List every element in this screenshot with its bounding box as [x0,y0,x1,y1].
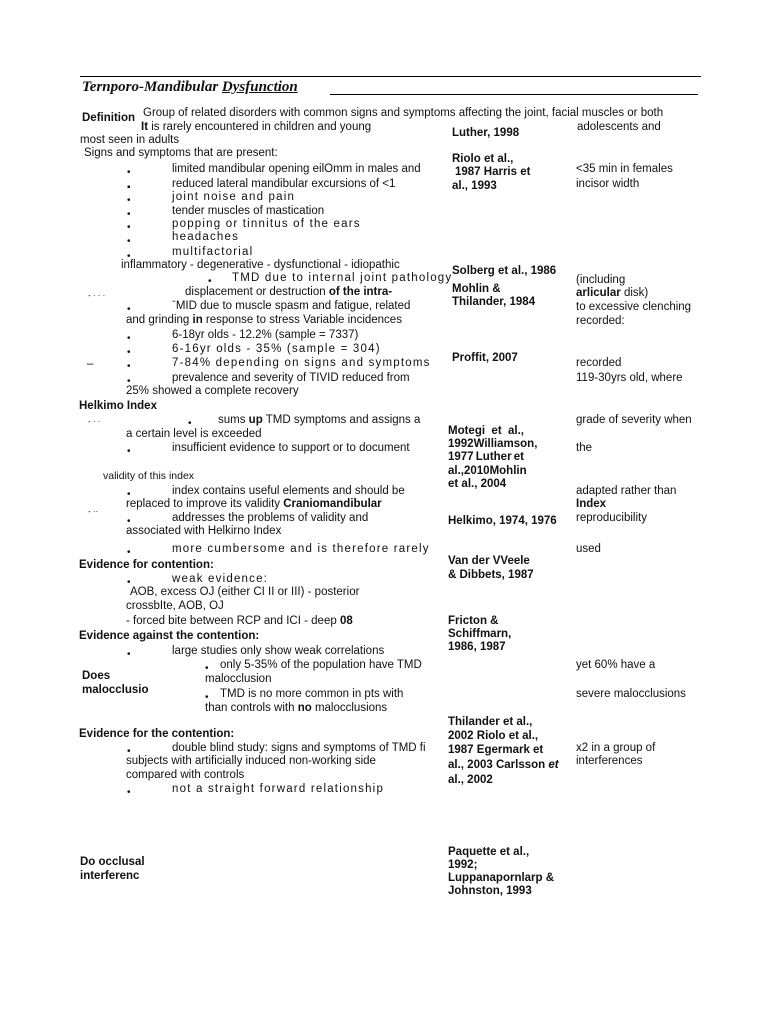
title-prefix: Ternporo-Mandibular [82,79,222,95]
margin-mark: - ·· [88,507,99,516]
ref-thilander-text: al., 2003 Carlsson [448,759,549,771]
ref-thilander-5: al., 2002 [448,774,493,786]
forced-bite-text: - forced bite between RCP and ICI - deep [126,615,340,627]
only-535: only 5-35% of the population have TMD [220,659,422,671]
useful-elements: index contains useful elements and should be [172,485,405,497]
page-title [82,80,298,95]
bullet: • [127,195,131,206]
grinding-text: and grinding [126,314,193,326]
margin-mark: - · · · [88,291,106,300]
crossbite-line: crossbIte, AOB, OJ [126,600,224,612]
bullet: • [127,446,131,457]
ref-vanderweele-2: & Dibbets, 1987 [448,569,534,581]
validity-line: validity of this index [103,470,195,482]
definition-label: Definition [82,112,136,124]
bullet: • [127,746,131,757]
bullet: • [205,663,209,674]
sums-pre: sums [218,414,249,426]
bullet: • [127,361,131,372]
ref-motegi-2 [448,438,538,451]
incidence-recovery: 25% showed a complete recovery [126,385,299,397]
double-blind: double blind study: signs and symptoms of TMD fi [172,742,426,754]
sums-line [218,415,420,427]
evidence-for-heading: Evidence for contention: [79,559,214,571]
displacement-text: displacement or destruction [185,286,329,298]
right-arlicular [576,288,648,300]
bullet: • [127,347,131,358]
addresses-line: addresses the problems of validity and [172,512,369,524]
ref-motegi-3 [448,451,524,464]
sums-line-2: a certain level is exceeded [126,428,262,440]
displacement-line [185,287,392,299]
compared-line: compared with controls [126,769,245,781]
bullet: • [127,333,131,344]
displacement-bold: of the intra- [328,286,393,298]
title-main: Dysfunction [221,79,298,95]
bullet: • [127,376,131,387]
right-yrs: 119-30yrs old, where [576,372,683,384]
bullet: • [127,251,131,262]
associated-line: associated with Helkirno Index [126,525,282,537]
right-interferences: interferences [576,755,643,767]
ref-motegi-1 [448,425,524,438]
signs-intro: Signs and symptoms that are present: [84,147,278,159]
incidence-item: prevalence and severity of TIVID reduced from [172,372,410,384]
definition-line-2 [141,122,371,134]
incidence-item: 6-16yr olds - 35% (sample = 304) [172,343,381,355]
insufficient-evidence: insufficient evidence to support or to document [172,442,410,454]
ref-fricton-2: Schiffmarn, [448,628,512,640]
right-yet60: yet 60% have a [576,659,656,671]
ref-helkimo: Helkimo, 1974, 1976 [448,515,557,527]
ref-riolo-2: 1987 Harris et [455,166,531,178]
right-incisor: incisor width [576,178,640,190]
incidence-item: 7-84% depending on signs and symptoms [172,357,431,369]
bullet: • [127,304,131,315]
sign-item: headaches [172,231,240,243]
cumbersome-line: more cumbersome and is therefore rarely [172,543,430,555]
interferenc-label: interferenc [80,870,140,882]
than-controls-no: no [297,702,312,714]
than-controls-rest: malocclusions [311,702,388,714]
not-straight: not a straight forward relationship [172,783,385,795]
bullet: • [188,418,192,429]
sums-rest: TMD symptoms and assigns a [262,414,421,426]
sign-item: popping or tinnitus of the ears [172,218,361,230]
sign-item: joint noise and pain [172,191,296,203]
sums-up: up [248,414,263,426]
ref-motegi-5: et al., 2004 [448,478,507,490]
ref-word: et [491,425,502,437]
grinding-bold: in [192,314,203,326]
grinding-rest: response to stress Variable incidences [202,314,402,326]
tmd-internal: TMD due to internal joint pathology [232,272,453,284]
ref-paquette-4: Johnston, 1993 [448,885,532,897]
title-top-rule [80,76,701,77]
right-adolescents: adolescents and [577,121,661,133]
margin-mark: – [87,358,94,370]
right-recorded-1: recorded: [576,315,625,327]
ref-mohlin-1: Mohlin & [452,283,501,295]
definition-it: It [141,121,149,133]
ref-vanderweele-1: Van der VVeele [448,555,530,567]
definition-line-2-text: is rarely encountered in children and young [148,121,372,133]
ref-thilander-et: et [548,759,559,771]
replaced-line [126,499,382,511]
evidence-for-heading-2: Evidence for the contention: [79,728,235,740]
sign-item: limited mandibular opening eilOmm in males and [172,163,421,175]
ref-mohlin-2: Thilander, 1984 [452,296,536,308]
ref-paquette-3: Luppanapornlarp & [448,872,555,884]
ref-word: 2010 [463,465,490,477]
title-underline [330,94,698,95]
does-label: Does [82,670,111,682]
right-grade: grade of severity when [576,414,692,426]
ref-paquette-1: Paquette et al., [448,846,530,858]
bullet: • [127,167,131,178]
right-used: used [576,543,601,555]
ref-thilander-4 [448,759,559,772]
right-clenching: to excessive clenching [576,301,692,313]
ref-word: et [513,451,524,463]
bullet: • [127,236,131,247]
right-recorded-2: recorded [576,357,622,369]
grinding-line [126,315,402,327]
ref-fricton-3: 1986, 1987 [448,641,506,653]
right-severe: severe malocclusions [576,688,686,700]
do-occlusal-label: Do occlusal [80,856,145,868]
right-index: Index [576,498,607,510]
helkimo-heading: Helkimo Index [79,400,157,412]
sign-item: reduced lateral mandibular excursions of <1 [172,178,396,190]
malocclusion-line: malocclusion [205,673,272,685]
definition-line-1: Group of related disorders with common signs and symptoms affecting the joint, facial muscles or both [143,107,664,119]
bullet: • [127,547,131,558]
bullet: • [127,516,131,527]
bullet: ▪ [127,182,131,193]
right-females: <35 min in females [576,163,673,175]
ref-motegi-4 [448,465,527,478]
ref-proffit: Proffit, 2007 [452,352,518,364]
ref-word: 1992 [448,438,474,450]
bullet: • [205,692,209,703]
aob-line: AOB, excess OJ (either CI II or III) - posterior [130,586,360,598]
weak-evidence: weak evidence: [172,573,269,585]
incidence-item: 6-18yr olds - 12.2% (sample = 7337) [172,329,359,341]
replaced-text: replaced to improve its validity [126,498,284,510]
inflammatory-line: inflammatory - degenerative - dysfunctional - idiopathic [121,259,400,271]
than-controls-text: than controls with [205,702,298,714]
tmid-spasm: ˉMID due to muscle spasm and fatigue, related [172,300,411,312]
ref-word: Motegi [448,425,486,437]
ref-word: al., [448,465,464,477]
evidence-against-heading: Evidence against the contention: [79,630,260,642]
tmd-no-more: TMD is no more common in pts with [220,688,404,700]
ref-word: Williamson, [473,438,538,450]
bullet: • [127,577,131,588]
ref-word: Luther [475,451,512,463]
ref-riolo-1: Riolo et al., [452,153,514,165]
sign-item: tender muscles of mastication [172,205,325,217]
definition-line-3: most seen in adults [80,134,180,146]
malocclusio-label: malocclusio [82,684,149,696]
right-the: the [576,442,592,454]
ref-thilander-1: Thilander et al., [448,716,533,728]
right-x2: x2 in a group of [576,742,656,754]
subjects-line: subjects with artificially induced non-working side [126,755,376,767]
bullet: • [127,222,131,233]
margin-mark: - · · [88,417,101,426]
right-including: (including [576,274,626,286]
bullet: • [127,787,131,798]
forced-bite-line [126,616,353,628]
ref-luther: Luther, 1998 [452,127,520,139]
ref-thilander-3: 1987 Egermark et [448,744,544,756]
right-arlicular-bold: arlicular [576,287,621,299]
ref-riolo-3: al., 1993 [452,180,497,192]
forced-bite-bold: 08 [339,615,353,627]
bullet: • [127,649,131,660]
ref-word: 1977 [448,451,474,463]
replaced-bold: Craniomandibular [283,498,382,510]
large-studies: large studies only show weak correlations [172,645,385,657]
ref-thilander-2: 2002 Riolo et al., [448,730,539,742]
right-adapted: adapted rather than [576,485,677,497]
ref-paquette-2: 1992; [448,859,478,871]
than-controls [205,703,387,715]
ref-solberg: Solberg et al., 1986 [452,265,557,277]
ref-word: al., [508,425,524,437]
bullet: • [127,209,131,220]
right-reproducibility: reproducibility [576,512,647,524]
right-arlicular-rest: disk) [620,287,649,299]
bullet: • [208,276,212,287]
ref-fricton-1: Fricton & [448,615,499,627]
ref-word: Mohlin [489,465,527,477]
bullet: • [127,489,131,500]
sign-item: multifactorial [172,246,254,258]
